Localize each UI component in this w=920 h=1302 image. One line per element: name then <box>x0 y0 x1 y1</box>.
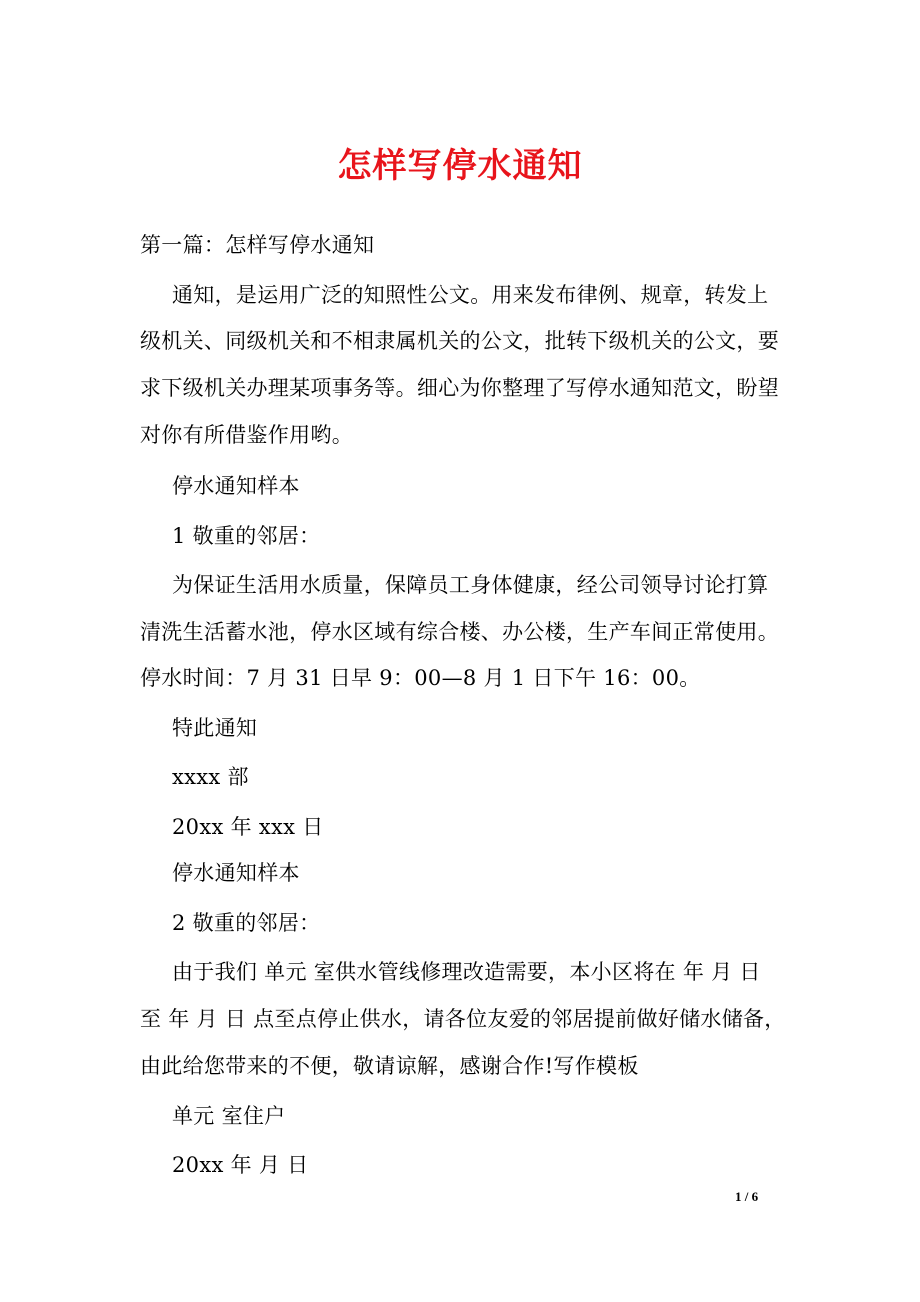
sample-heading: 停水通知样本 <box>172 861 300 885</box>
body-line: 由于我们 单元 室供水管线修理改造需要，本小区将在 年 月 日 <box>172 960 761 984</box>
body-line: 为保证生活用水质量，保障员工身体健康，经公司领导讨论打算 <box>172 573 769 597</box>
salutation: 2 敬重的邻居： <box>172 911 321 935</box>
section-heading: 第一篇：怎样写停水通知 <box>140 233 375 257</box>
signature-date: 20xx 年 月 日 <box>172 1153 309 1177</box>
page-number: 1 / 6 <box>735 1189 759 1204</box>
body-line: 通知，是运用广泛的知照性公文。用来发布律例、规章，转发上 <box>172 283 769 307</box>
body-line: 求下级机关办理某项事务等。细心为你整理了写停水通知范文，盼望 <box>140 376 779 400</box>
body-line: 由此给您带来的不便，敬请谅解，感谢合作!写作模板 <box>140 1054 639 1078</box>
signature-department: xxxx 部 <box>172 765 249 789</box>
body-line: 对你有所借鉴作用哟。 <box>140 423 353 447</box>
body-line: 至 年 月 日 点至点停止供水，请各位友爱的邻居提前做好储水储备， <box>140 1007 786 1031</box>
signature-date: 20xx 年 xxx 日 <box>172 815 324 839</box>
body-line: 级机关、同级机关和不相隶属机关的公文，批转下级机关的公文，要 <box>140 329 779 353</box>
sample-heading: 停水通知样本 <box>172 474 300 498</box>
closing-line: 特此通知 <box>172 716 258 740</box>
signature-resident: 单元 室住户 <box>172 1104 286 1128</box>
document-title: 怎样写停水通知 <box>337 146 583 186</box>
body-line: 停水时间：7 月 31 日早 9：00—8 月 1 日下午 16：00。 <box>140 666 701 690</box>
salutation: 1 敬重的邻居： <box>172 524 321 548</box>
body-line: 清洗生活蓄水池，停水区域有综合楼、办公楼，生产车间正常使用。 <box>140 620 779 644</box>
